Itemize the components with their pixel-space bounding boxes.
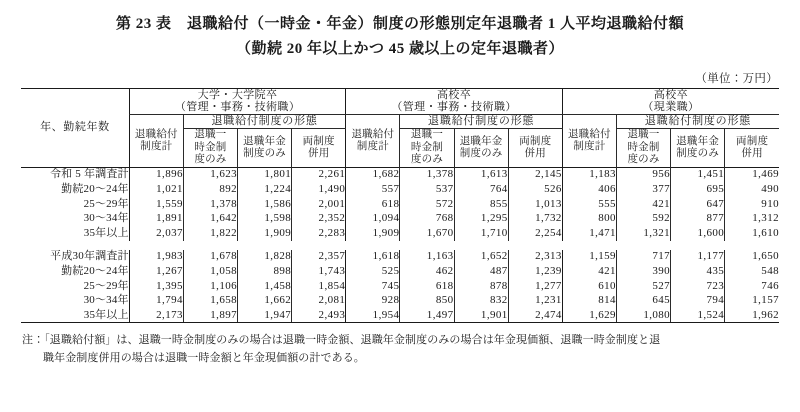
table-cell: 1,732 [508, 211, 562, 226]
table-cell: 2,283 [292, 226, 346, 241]
row-label: 勤続20～24年 [61, 264, 129, 277]
table-cell: 557 [346, 182, 400, 197]
table-cell: 548 [725, 264, 779, 279]
table-cell: 1,469 [725, 167, 779, 182]
header-col-university-total-cell-l1: 退職給付 [134, 128, 178, 140]
table-cell: 1,239 [508, 264, 562, 279]
table-row [21, 226, 779, 241]
row-label: 令和 5 年調査計 [21, 167, 129, 182]
table-title [0, 0, 800, 62]
table-cell: 1,682 [346, 167, 400, 182]
header-col-hs-office-pension-l2: 制度のみ [459, 147, 503, 159]
table-cell: 1,618 [346, 250, 400, 265]
row-label: 25～29年 [83, 197, 129, 210]
table-cell: 2,352 [292, 211, 346, 226]
table-row [21, 182, 779, 197]
table-cell: 647 [671, 197, 725, 212]
table-row [21, 167, 779, 182]
table-cell: 1,962 [725, 308, 779, 323]
header-col-hs-field-lumpsum-l1: 退職一 [627, 129, 660, 141]
table-cell: 2,357 [292, 250, 346, 265]
table-cell: 487 [454, 264, 508, 279]
table-cell: 1,794 [129, 293, 183, 308]
table-cell: 1,662 [238, 293, 292, 308]
header-group-highschool-office-name: 高校卒 [436, 88, 472, 101]
table-cell: 1,613 [454, 167, 508, 182]
table-cell: 2,081 [292, 293, 346, 308]
table-cell: 1,497 [400, 308, 454, 323]
table-cell: 1,106 [183, 279, 237, 294]
table-cell: 406 [562, 182, 616, 197]
table-cell: 1,058 [183, 264, 237, 279]
table-cell: 1,471 [562, 226, 616, 241]
table-cell: 421 [562, 264, 616, 279]
table-cell: 1,231 [508, 293, 562, 308]
table-cell: 1,901 [454, 308, 508, 323]
table-cell: 1,822 [183, 226, 237, 241]
table-cell: 814 [562, 293, 616, 308]
header-col-university-lumpsum [183, 129, 237, 167]
header-col-university-pension-l2: 制度のみ [243, 147, 286, 159]
header-stub-label: 年、勤続年数 [40, 121, 110, 134]
table-row [21, 308, 779, 323]
table-cell: 1,451 [671, 167, 725, 182]
header-col-hs-field-both [725, 129, 779, 167]
table-cell: 1,021 [129, 182, 183, 197]
table-cell: 695 [671, 182, 725, 197]
header-col-hs-office-pension [454, 129, 508, 167]
table-cell: 1,897 [183, 308, 237, 323]
table-cell: 1,395 [129, 279, 183, 294]
header-col-hs-field-pension-l2: 制度のみ [676, 147, 720, 159]
header-form-label-highschool-office: 退職給付制度の形態 [400, 115, 562, 129]
table-cell: 1,378 [183, 197, 237, 212]
header-col-university-total-cell [129, 115, 183, 167]
table-cell: 1,267 [129, 264, 183, 279]
header-row-groups [21, 88, 779, 115]
row-label: 勤続20～24年 [61, 182, 129, 195]
table-cell: 1,490 [292, 182, 346, 197]
table-cell: 1,954 [346, 308, 400, 323]
table-cell: 572 [400, 197, 454, 212]
table-cell: 1,623 [183, 167, 237, 182]
table-cell: 1,163 [400, 250, 454, 265]
table-cell: 2,037 [129, 226, 183, 241]
table-cell: 462 [400, 264, 454, 279]
table-cell: 1,743 [292, 264, 346, 279]
title-line-1: 第 23 表 退職給付（一時金・年金）制度の形態別定年退職者 1 人平均退職給付額 [115, 16, 684, 32]
table-cell: 1,080 [616, 308, 670, 323]
table-row [21, 264, 779, 279]
header-group-university-name: 大学・大学院卒 [197, 88, 278, 101]
table-cell: 1,013 [508, 197, 562, 212]
header-group-highschool-field [562, 88, 779, 115]
table-block-spacer [21, 241, 779, 250]
table-cell: 1,559 [129, 197, 183, 212]
table-cell: 1,224 [238, 182, 292, 197]
table-cell: 2,493 [292, 308, 346, 323]
header-col-hs-office-lumpsum-l2: 時金制 [410, 141, 444, 153]
header-col-hs-field-lumpsum-l3: 度のみ [627, 154, 660, 166]
header-group-highschool-field-name: 高校卒 [653, 88, 689, 101]
table-cell: 1,586 [238, 197, 292, 212]
table-cell: 1,658 [183, 293, 237, 308]
table-cell: 1,710 [454, 226, 508, 241]
table-cell: 745 [346, 279, 400, 294]
header-col-hs-office-both-l1: 両制度 [519, 135, 552, 147]
table-row [21, 197, 779, 212]
table-cell: 2,474 [508, 308, 562, 323]
table-cell: 1,321 [616, 226, 670, 241]
table-row [21, 279, 779, 294]
table-cell: 526 [508, 182, 562, 197]
table-cell: 2,261 [292, 167, 346, 182]
table-cell: 1,378 [400, 167, 454, 182]
table-cell: 768 [400, 211, 454, 226]
table-cell: 910 [725, 197, 779, 212]
row-label: 30～34年 [83, 212, 129, 225]
header-group-highschool-office [346, 88, 563, 115]
table-cell: 1,909 [238, 226, 292, 241]
header-form-label-highschool-field: 退職給付制度の形態 [616, 115, 779, 129]
table-cell: 717 [616, 250, 670, 265]
header-col-hs-office-both-l2: 併用 [524, 147, 546, 159]
table-cell: 1,828 [238, 250, 292, 265]
table-cell: 610 [562, 279, 616, 294]
table-cell: 2,313 [508, 250, 562, 265]
table-cell: 898 [238, 264, 292, 279]
table-cell: 1,650 [725, 250, 779, 265]
header-col-university-lumpsum-l3: 度のみ [194, 154, 227, 166]
table-cell: 1,598 [238, 211, 292, 226]
header-col-hs-field-lumpsum [616, 129, 670, 167]
statistics-table [21, 88, 779, 324]
table-cell: 2,001 [292, 197, 346, 212]
header-col-hs-office-both [508, 129, 562, 167]
table-cell: 723 [671, 279, 725, 294]
table-cell: 1,854 [292, 279, 346, 294]
header-group-highschool-field-sub: （現業職） [642, 101, 700, 114]
table-cell: 2,145 [508, 167, 562, 182]
header-col-university-pension [238, 129, 292, 167]
header-col-university-lumpsum-l1: 退職一 [194, 129, 227, 141]
table-row [21, 250, 779, 265]
table-cell: 878 [454, 279, 508, 294]
header-col-hs-field-pension-l1: 退職年金 [676, 135, 720, 147]
table-cell: 1,600 [671, 226, 725, 241]
row-label: 30～34年 [83, 294, 129, 307]
header-col-hs-office-lumpsum [400, 129, 454, 167]
table-cell: 1,891 [129, 211, 183, 226]
table-footnote [0, 323, 800, 368]
table-cell: 1,524 [671, 308, 725, 323]
table-row [21, 211, 779, 226]
table-cell: 1,094 [346, 211, 400, 226]
table-cell: 850 [400, 293, 454, 308]
header-group-university [129, 88, 346, 115]
table-cell: 490 [725, 182, 779, 197]
header-stub [21, 88, 129, 167]
table-cell: 1,312 [725, 211, 779, 226]
table-cell: 928 [346, 293, 400, 308]
header-col-hs-office-lumpsum-l1: 退職一 [410, 129, 444, 141]
header-col-university-lumpsum-l2: 時金制 [194, 141, 227, 153]
row-label: 25～29年 [83, 279, 129, 292]
table-cell: 1,896 [129, 167, 183, 182]
header-col-highschool-office-total-cell-l2: 制度計 [356, 140, 389, 152]
table-cell: 1,629 [562, 308, 616, 323]
header-col-university-total-cell-l2: 制度計 [140, 140, 173, 152]
table-cell: 1,458 [238, 279, 292, 294]
table-cell: 537 [400, 182, 454, 197]
table-cell: 1,177 [671, 250, 725, 265]
table-cell: 1,670 [400, 226, 454, 241]
table-cell: 1,277 [508, 279, 562, 294]
table-cell: 2,173 [129, 308, 183, 323]
table-cell: 746 [725, 279, 779, 294]
header-col-hs-field-pension [671, 129, 725, 167]
table-cell: 800 [562, 211, 616, 226]
row-label: 35年以上 [83, 226, 129, 239]
table-cell: 618 [346, 197, 400, 212]
header-col-university-both-l2: 併用 [308, 147, 330, 159]
table-cell: 2,254 [508, 226, 562, 241]
header-col-highschool-field-total-cell-l1: 退職給付 [567, 128, 611, 140]
table-row [21, 293, 779, 308]
row-label: 35年以上 [21, 308, 129, 323]
header-col-highschool-office-total-cell [346, 115, 400, 167]
table-cell: 525 [346, 264, 400, 279]
table-cell: 1,610 [725, 226, 779, 241]
statistics-table-container [0, 88, 800, 324]
table-cell: 1,183 [562, 167, 616, 182]
table-cell: 527 [616, 279, 670, 294]
header-col-highschool-field-total-cell [562, 115, 616, 167]
table-cell: 1,642 [183, 211, 237, 226]
header-form-label-university: 退職給付制度の形態 [183, 115, 345, 129]
table-cell: 377 [616, 182, 670, 197]
header-col-hs-office-lumpsum-l3: 度のみ [410, 154, 444, 166]
table-cell: 1,947 [238, 308, 292, 323]
table-cell: 832 [454, 293, 508, 308]
table-cell: 1,983 [129, 250, 183, 265]
header-col-hs-field-both-l2: 併用 [741, 147, 763, 159]
table-cell: 956 [616, 167, 670, 182]
table-cell: 1,801 [238, 167, 292, 182]
table-cell: 1,652 [454, 250, 508, 265]
table-cell: 892 [183, 182, 237, 197]
table-header [21, 88, 779, 167]
header-col-highschool-office-total-cell-l1: 退職給付 [351, 128, 395, 140]
table-cell: 1,157 [725, 293, 779, 308]
table-cell: 435 [671, 264, 725, 279]
row-label: 平成30年調査計 [50, 250, 129, 263]
table-cell: 592 [616, 211, 670, 226]
header-row-form [21, 115, 779, 129]
header-col-hs-field-lumpsum-l2: 時金制 [627, 141, 660, 153]
table-body [21, 167, 779, 323]
table-cell: 794 [671, 293, 725, 308]
table-cell: 1,678 [183, 250, 237, 265]
header-col-highschool-field-total-cell-l2: 制度計 [573, 140, 606, 152]
table-cell: 1,909 [346, 226, 400, 241]
table-cell: 555 [562, 197, 616, 212]
header-col-hs-field-both-l1: 両制度 [736, 135, 769, 147]
table-cell: 764 [454, 182, 508, 197]
header-col-university-pension-l1: 退職年金 [243, 135, 286, 147]
unit-note: （単位：万円） [695, 72, 778, 85]
header-group-highschool-office-sub: （管理・事務・技術職） [391, 101, 517, 114]
table-cell: 855 [454, 197, 508, 212]
table-cell: 390 [616, 264, 670, 279]
table-cell: 1,295 [454, 211, 508, 226]
header-col-university-both [292, 129, 346, 167]
footnote-line-2: 職年金制度併用の場合は退職一時金額と年金現価額の計である。 [43, 352, 365, 365]
header-col-hs-office-pension-l1: 退職年金 [459, 135, 503, 147]
footnote-line-1: 注：「退職給付額」は、退職一時金制度のみの場合は退職一時金額、退職年金制度のみの場合は年金現価額、退職一時金制度と退 [22, 334, 661, 347]
header-col-university-both-l1: 両制度 [302, 135, 335, 147]
table-cell: 618 [400, 279, 454, 294]
table-cell: 645 [616, 293, 670, 308]
table-cell: 877 [671, 211, 725, 226]
table-cell: 421 [616, 197, 670, 212]
table-cell: 1,159 [562, 250, 616, 265]
title-line-2: （勤続 20 年以上かつ 45 歳以上の定年退職者） [235, 40, 564, 57]
header-group-university-sub: （管理・事務・技術職） [174, 101, 301, 114]
